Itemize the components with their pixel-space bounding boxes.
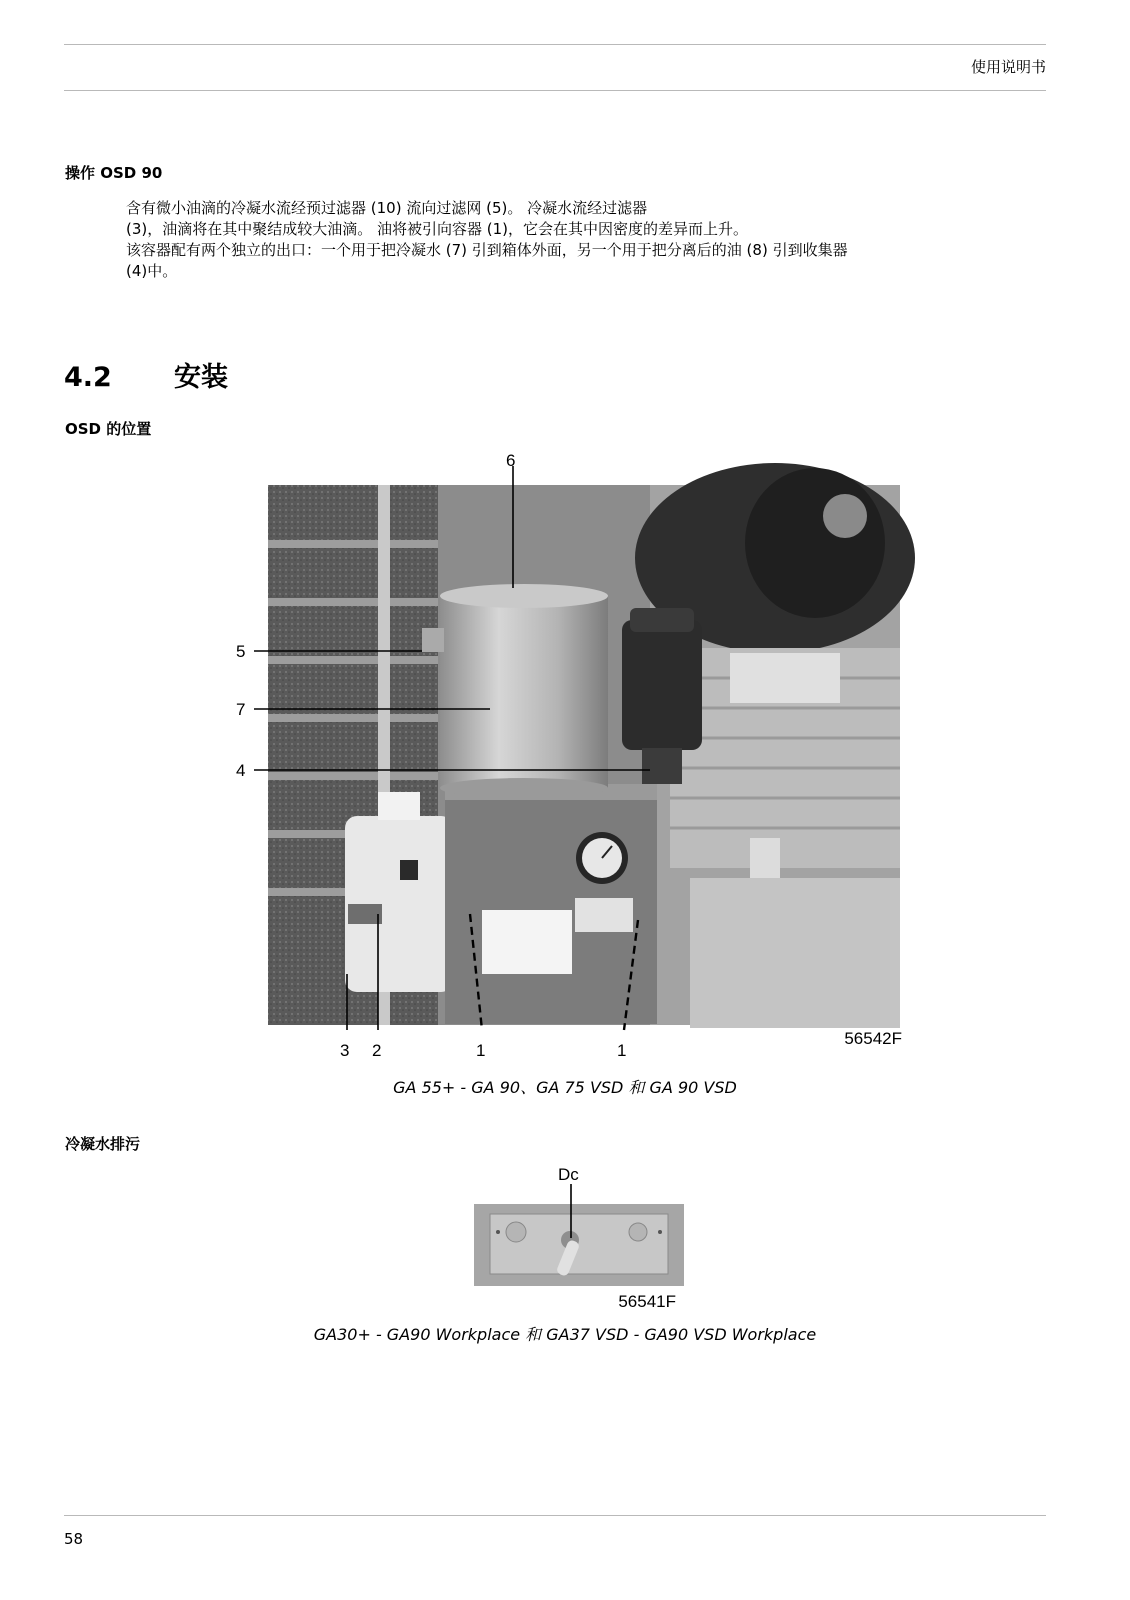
header-bottom-rule xyxy=(64,90,1046,91)
callout-4: 4 xyxy=(236,761,246,780)
callout-dc: Dc xyxy=(558,1165,579,1184)
paragraph-line: (3)，油滴将在其中聚结成较大油滴。 油将被引向容器 (1)，它会在其中因密度的差异而上升。 xyxy=(126,220,749,238)
page-number: 58 xyxy=(64,1530,84,1548)
location-title: OSD 的位置 xyxy=(65,420,152,438)
figure-code: 56542F xyxy=(844,1029,902,1048)
osd-photo xyxy=(268,463,915,1028)
paragraph-line: 含有微小油滴的冷凝水流经预过滤器 (10) 流向过滤网 (5)。 冷凝水流经过滤器 xyxy=(126,199,648,217)
drain-figure-code: 56541F xyxy=(618,1292,676,1311)
drain-figure-caption: GA30+ - GA90 Workplace 和 GA37 VSD - GA90 VSD Workplace xyxy=(313,1325,817,1344)
drain-title: 冷凝水排污 xyxy=(65,1135,141,1153)
osd-location-figure xyxy=(230,448,920,1068)
operation-title: 操作 OSD 90 xyxy=(65,164,163,182)
operation-paragraph xyxy=(126,198,1046,282)
header-top-rule xyxy=(64,44,1046,45)
callout-3: 3 xyxy=(340,1041,350,1060)
callout-6: 6 xyxy=(506,451,516,470)
callout-5: 5 xyxy=(236,642,246,661)
drain-figure xyxy=(470,1162,690,1332)
header-title: 使用说明书 xyxy=(970,58,1046,76)
section-heading xyxy=(64,355,228,394)
callout-1-left: 1 xyxy=(476,1041,486,1060)
callout-2: 2 xyxy=(372,1041,382,1060)
paragraph-line: 该容器配有两个独立的出口：一个用于把冷凝水 (7) 引到箱体外面，另一个用于把分离后的油 (8) 引到收集器 xyxy=(126,241,848,259)
section-title: 安装 xyxy=(174,362,228,393)
callout-7: 7 xyxy=(236,700,246,719)
paragraph-line: (4)中。 xyxy=(126,262,178,280)
location-figure-caption: GA 55+ - GA 90、GA 75 VSD 和 GA 90 VSD xyxy=(393,1078,737,1097)
section-number: 4.2 xyxy=(64,362,112,393)
drain-photo xyxy=(474,1204,684,1286)
callout-1-right: 1 xyxy=(617,1041,627,1060)
footer-rule xyxy=(64,1515,1046,1516)
